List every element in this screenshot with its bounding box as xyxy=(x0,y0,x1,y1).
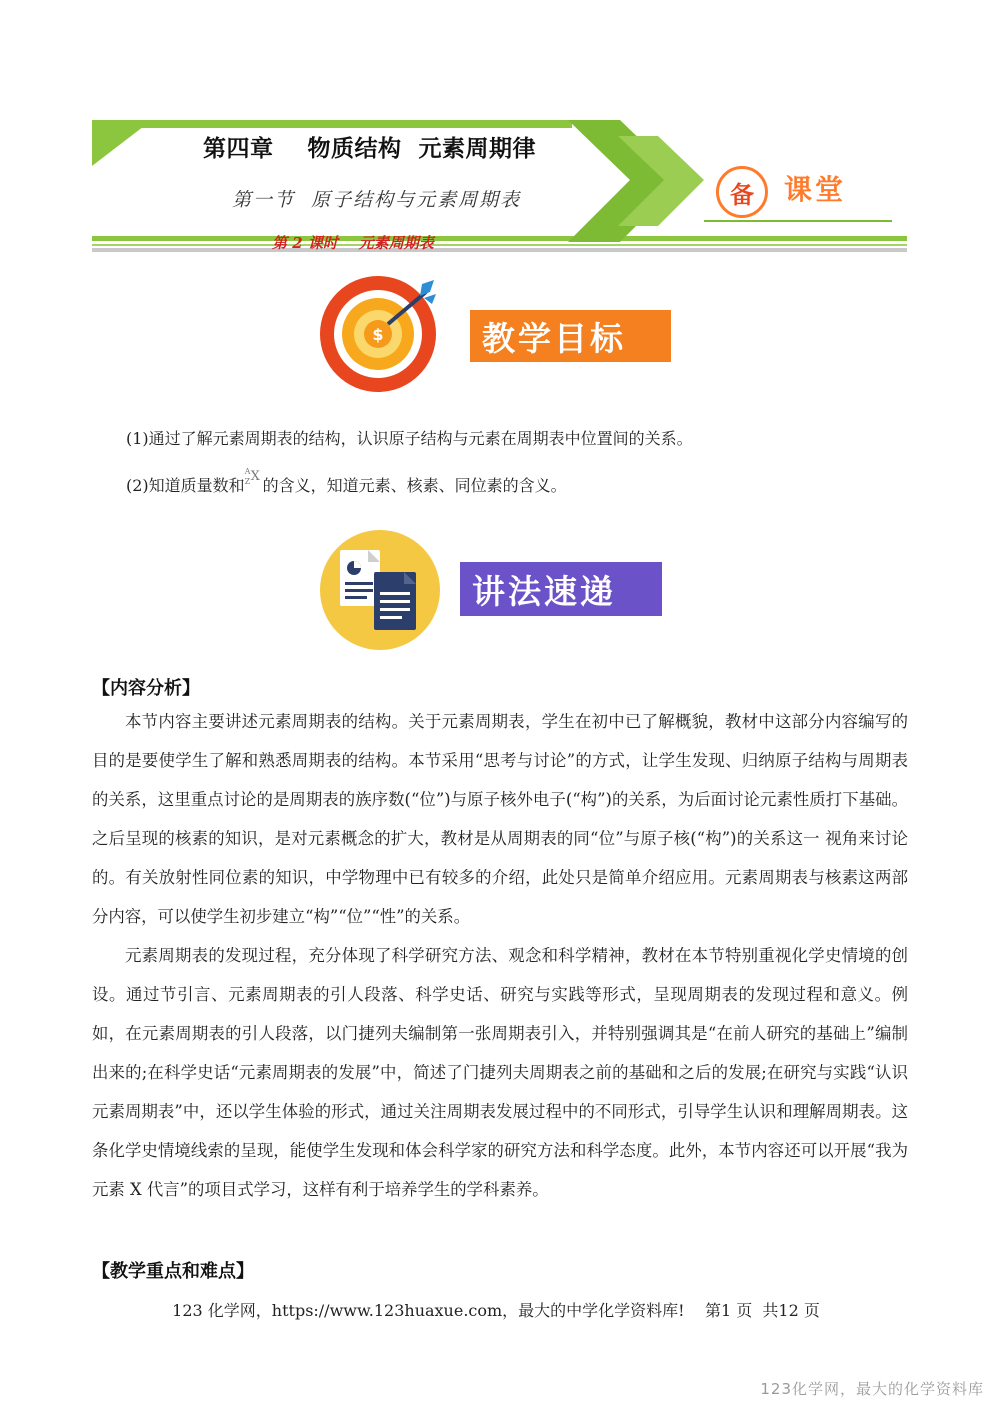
documents-icon xyxy=(318,528,444,652)
key-points-heading: 【教学重点和难点】 xyxy=(92,1261,254,1282)
page-footer: 123 化学网，https://www.123huaxue.com，最大的中学化学资料库! 第1 页 共12 页 xyxy=(172,1301,820,1320)
analysis-paragraph-1: 本节内容主要讲述元素周期表的结构。关于元素周期表，学生在初中已了解概貌，教材中这部分内容编写的目的是要使学生了解和熟悉周期表的结构。本节采用“思考与讨论”的方式，让学生发现、归纳原子结构与周期表的关系，这里重点讨论的是周期表的族序数(“位”)与原子核外电子(“构”)的关系，为后面讨论元素性质打下基础。之后呈现的核素的知识，是对元素概念的扩大，教材是从周期表的同“位”与原子核(“构”)的关系这一 视角来讨论的。有关放射性同位素的知识，中学物理中已有较多的介绍，此处只是简单介绍应用。元素周期表与核素这两部分内容，可以使学生初步建立“构”“位”“性”的关系。 xyxy=(92,712,908,926)
formula-atomic-number: Z xyxy=(244,477,251,486)
objective-2-prefix: (2)知道质量数和 xyxy=(126,476,245,495)
ketang-label: 课堂 xyxy=(784,173,847,206)
nuclide-formula xyxy=(244,467,263,491)
chapter-title: 第四章 物质结构 元素周期律 xyxy=(203,136,537,162)
method-express-label: 讲法速递 xyxy=(460,562,662,616)
lesson-title: 第 2 课时 元素周期表 xyxy=(272,234,434,252)
formula-element-symbol: X xyxy=(250,469,260,484)
svg-text:$: $ xyxy=(372,325,384,344)
teaching-goal-label: 教学目标 xyxy=(470,310,671,362)
watermark: 123化学网，最大的化学资料库 xyxy=(760,1380,984,1398)
objective-2 xyxy=(126,467,567,496)
bei-badge-char: 备 xyxy=(730,180,754,209)
formula-mass-number: A xyxy=(244,467,251,476)
content-analysis-heading: 【内容分析】 xyxy=(92,678,200,699)
analysis-paragraph-2: 元素周期表的发现过程，充分体现了科学研究方法、观念和科学精神，教材在本节特别重视化学史情境的创设。通过节引言、元素周期表的引人段落、科学史话、研究与实践等形式，呈现周期表的发现过程和意义。例如，在元素周期表的引人段落，以门捷列夫编制第一张周期表引入，并特别强调其是“在前人研究的基础上”编制出来的;在科学史话“元素周期表的发展”中，简述了门捷列夫周期表之前的基础和之后的发展;在研究与实践“认识元素周期表”中，还以学生体验的形式，通过关注周期表发展过程中的不同形式，引导学生认识和理解周期表。这条化学史情境线索的呈现，能使学生发现和体会科学家的研究方法和科学态度。此外，本节内容还可以开展“我为元素 X 代言”的项目式学习，这样有利于培养学生的学科素养。 xyxy=(92,946,908,1199)
section-title: 第一节 原子结构与元素周期表 xyxy=(232,189,522,211)
objective-1: (1)通过了解元素周期表的结构，认识原子结构与元素在周期表中位置间的关系。 xyxy=(126,429,693,448)
target-arrow-icon xyxy=(316,274,444,394)
objective-2-suffix: 的含义，知道元素、核素、同位素的含义。 xyxy=(262,476,567,495)
bei-badge xyxy=(716,166,768,218)
